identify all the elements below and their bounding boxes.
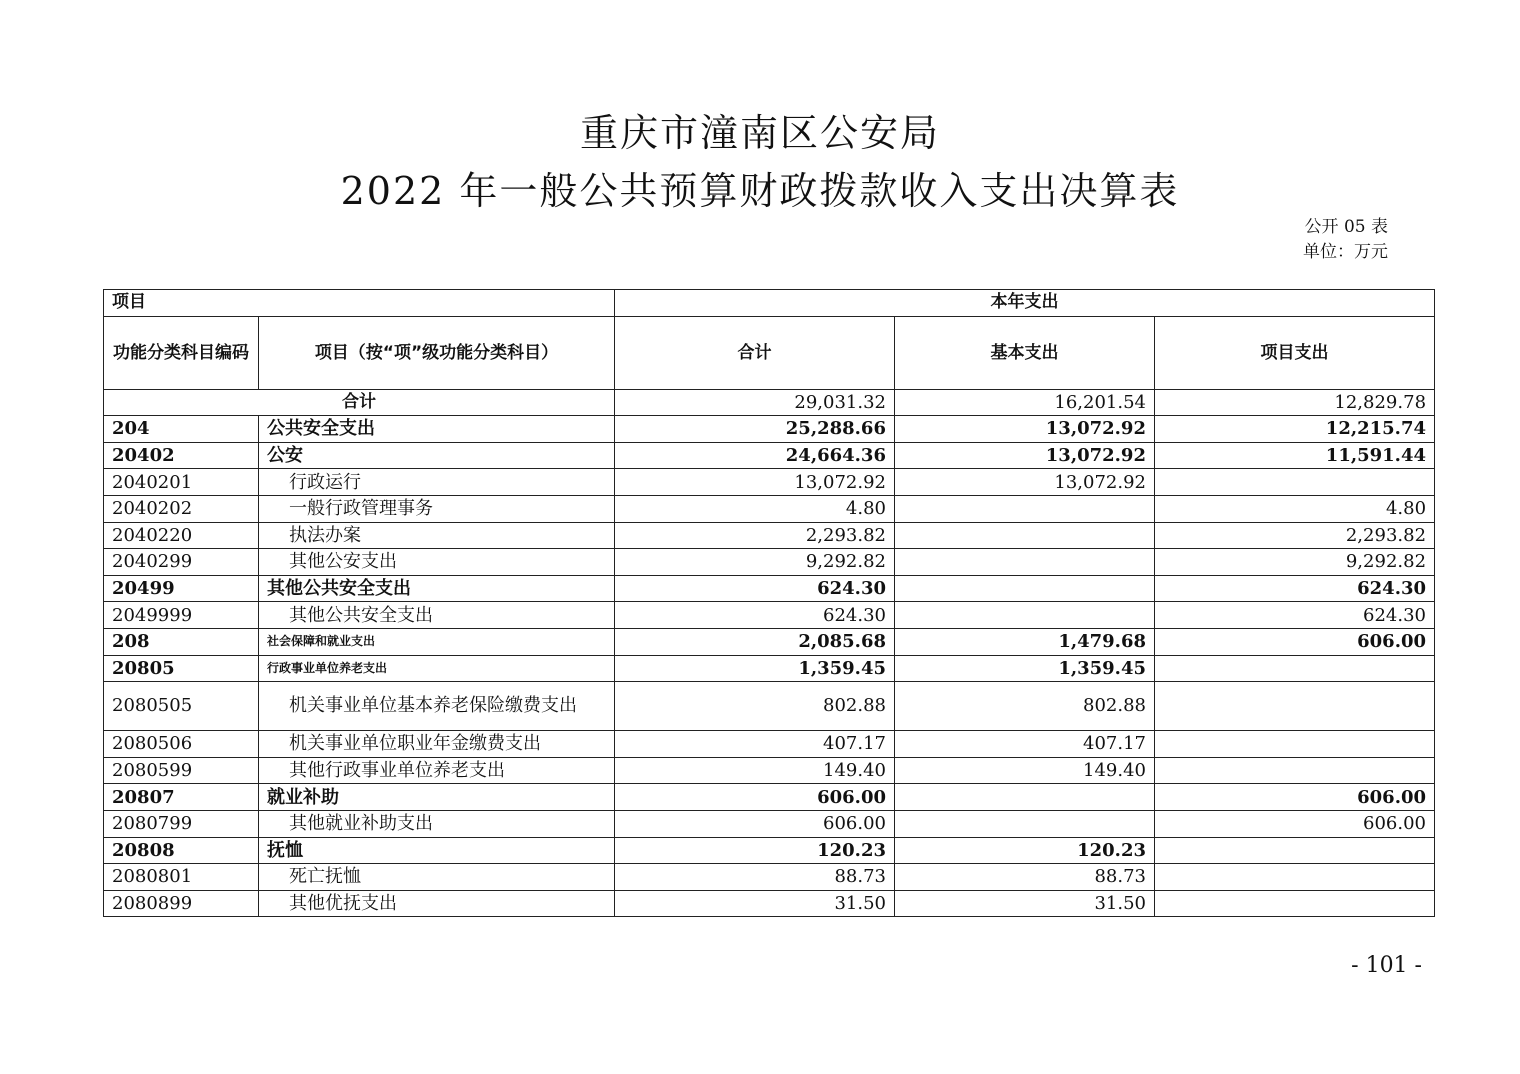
table-row (104, 469, 1435, 496)
budget-table (103, 289, 1435, 917)
page-number: - 101 - (1351, 953, 1422, 978)
basic-cell: 31.50 (895, 890, 1155, 917)
project-cell: 12,215.74 (1155, 416, 1435, 443)
code-cell: 2049999 (104, 602, 259, 629)
code-cell: 20499 (104, 575, 259, 602)
basic-cell: 1,359.45 (895, 655, 1155, 682)
name-cell: 机关事业单位基本养老保险缴费支出 (259, 682, 615, 731)
total-cell: 1,359.45 (615, 655, 895, 682)
project-cell (1155, 655, 1435, 682)
basic-cell: 16,201.54 (895, 389, 1155, 416)
total-cell: 606.00 (615, 810, 895, 837)
name-cell: 社会保障和就业支出 (259, 628, 615, 655)
unit-label: 单位：万元 (1303, 242, 1388, 262)
code-cell: 2080801 (104, 864, 259, 891)
basic-cell (895, 810, 1155, 837)
header-code: 功能分类科目编码 (104, 316, 259, 389)
header-row-1 (104, 290, 1435, 317)
total-cell: 2,085.68 (615, 628, 895, 655)
total-cell: 24,664.36 (615, 442, 895, 469)
code-cell: 204 (104, 416, 259, 443)
table-row (104, 549, 1435, 576)
project-cell: 624.30 (1155, 602, 1435, 629)
code-cell: 2080506 (104, 731, 259, 758)
header-item-name: 项目（按“项”级功能分类科目） (259, 316, 615, 389)
basic-cell (895, 602, 1155, 629)
basic-cell: 407.17 (895, 731, 1155, 758)
project-cell (1155, 890, 1435, 917)
code-cell: 2040202 (104, 495, 259, 522)
table-row (104, 416, 1435, 443)
document-title-line1: 重庆市潼南区公安局 (579, 111, 940, 155)
project-cell: 9,292.82 (1155, 549, 1435, 576)
table-row (104, 890, 1435, 917)
code-cell: 2040220 (104, 522, 259, 549)
project-cell: 12,829.78 (1155, 389, 1435, 416)
basic-cell: 1,479.68 (895, 628, 1155, 655)
name-cell: 行政事业单位养老支出 (259, 655, 615, 682)
total-cell: 2,293.82 (615, 522, 895, 549)
code-cell: 2080799 (104, 810, 259, 837)
code-cell: 20805 (104, 655, 259, 682)
total-cell: 88.73 (615, 864, 895, 891)
header-basic: 基本支出 (895, 316, 1155, 389)
basic-cell: 88.73 (895, 864, 1155, 891)
total-cell: 120.23 (615, 837, 895, 864)
table-row (104, 442, 1435, 469)
project-cell: 2,293.82 (1155, 522, 1435, 549)
table-row (104, 837, 1435, 864)
total-label: 合计 (104, 389, 615, 416)
name-cell: 公安 (259, 442, 615, 469)
document-title-line2: 2022 年一般公共预算财政拨款收入支出决算表 (340, 169, 1180, 213)
code-cell: 2080899 (104, 890, 259, 917)
project-cell (1155, 469, 1435, 496)
basic-cell: 13,072.92 (895, 442, 1155, 469)
name-cell: 就业补助 (259, 784, 615, 811)
basic-cell (895, 495, 1155, 522)
table-row (104, 602, 1435, 629)
total-cell: 407.17 (615, 731, 895, 758)
basic-cell (895, 549, 1155, 576)
name-cell: 行政运行 (259, 469, 615, 496)
code-cell: 208 (104, 628, 259, 655)
total-cell: 606.00 (615, 784, 895, 811)
header-total: 合计 (615, 316, 895, 389)
name-cell: 其他优抚支出 (259, 890, 615, 917)
total-cell: 13,072.92 (615, 469, 895, 496)
basic-cell: 120.23 (895, 837, 1155, 864)
name-cell: 其他公共安全支出 (259, 575, 615, 602)
total-cell: 624.30 (615, 575, 895, 602)
name-cell: 机关事业单位职业年金缴费支出 (259, 731, 615, 758)
name-cell: 其他公安支出 (259, 549, 615, 576)
basic-cell (895, 575, 1155, 602)
project-cell: 4.80 (1155, 495, 1435, 522)
table-row (104, 784, 1435, 811)
total-cell: 9,292.82 (615, 549, 895, 576)
project-cell: 624.30 (1155, 575, 1435, 602)
project-cell: 606.00 (1155, 810, 1435, 837)
code-cell: 20807 (104, 784, 259, 811)
total-cell: 149.40 (615, 757, 895, 784)
name-cell: 抚恤 (259, 837, 615, 864)
total-cell: 25,288.66 (615, 416, 895, 443)
basic-cell: 13,072.92 (895, 416, 1155, 443)
project-cell: 11,591.44 (1155, 442, 1435, 469)
total-cell: 31.50 (615, 890, 895, 917)
table-number: 公开 05 表 (1304, 217, 1388, 237)
basic-cell: 13,072.92 (895, 469, 1155, 496)
code-cell: 2040201 (104, 469, 259, 496)
header-project: 项目 (104, 290, 615, 317)
basic-cell (895, 784, 1155, 811)
table-row (104, 522, 1435, 549)
total-cell: 29,031.32 (615, 389, 895, 416)
basic-cell (895, 522, 1155, 549)
code-cell: 2080505 (104, 682, 259, 731)
table-row (104, 628, 1435, 655)
header-row-2 (104, 316, 1435, 389)
project-cell (1155, 731, 1435, 758)
name-cell: 一般行政管理事务 (259, 495, 615, 522)
project-cell (1155, 864, 1435, 891)
table-row (104, 810, 1435, 837)
code-cell: 20402 (104, 442, 259, 469)
header-project-expense: 项目支出 (1155, 316, 1435, 389)
code-cell: 2080599 (104, 757, 259, 784)
project-cell (1155, 837, 1435, 864)
name-cell: 公共安全支出 (259, 416, 615, 443)
table-row (104, 495, 1435, 522)
project-cell (1155, 757, 1435, 784)
total-cell: 4.80 (615, 495, 895, 522)
header-current-year-expense: 本年支出 (615, 290, 1435, 317)
code-cell: 2040299 (104, 549, 259, 576)
table-row (104, 655, 1435, 682)
basic-cell: 802.88 (895, 682, 1155, 731)
table-row (104, 757, 1435, 784)
name-cell: 其他行政事业单位养老支出 (259, 757, 615, 784)
total-cell: 624.30 (615, 602, 895, 629)
code-cell: 20808 (104, 837, 259, 864)
table-row (104, 731, 1435, 758)
basic-cell: 149.40 (895, 757, 1155, 784)
name-cell: 死亡抚恤 (259, 864, 615, 891)
project-cell: 606.00 (1155, 628, 1435, 655)
name-cell: 其他公共安全支出 (259, 602, 615, 629)
table-row (104, 682, 1435, 731)
name-cell: 执法办案 (259, 522, 615, 549)
table-row (104, 864, 1435, 891)
project-cell: 606.00 (1155, 784, 1435, 811)
total-cell: 802.88 (615, 682, 895, 731)
project-cell (1155, 682, 1435, 731)
name-cell: 其他就业补助支出 (259, 810, 615, 837)
total-row (104, 389, 1435, 416)
table-row (104, 575, 1435, 602)
